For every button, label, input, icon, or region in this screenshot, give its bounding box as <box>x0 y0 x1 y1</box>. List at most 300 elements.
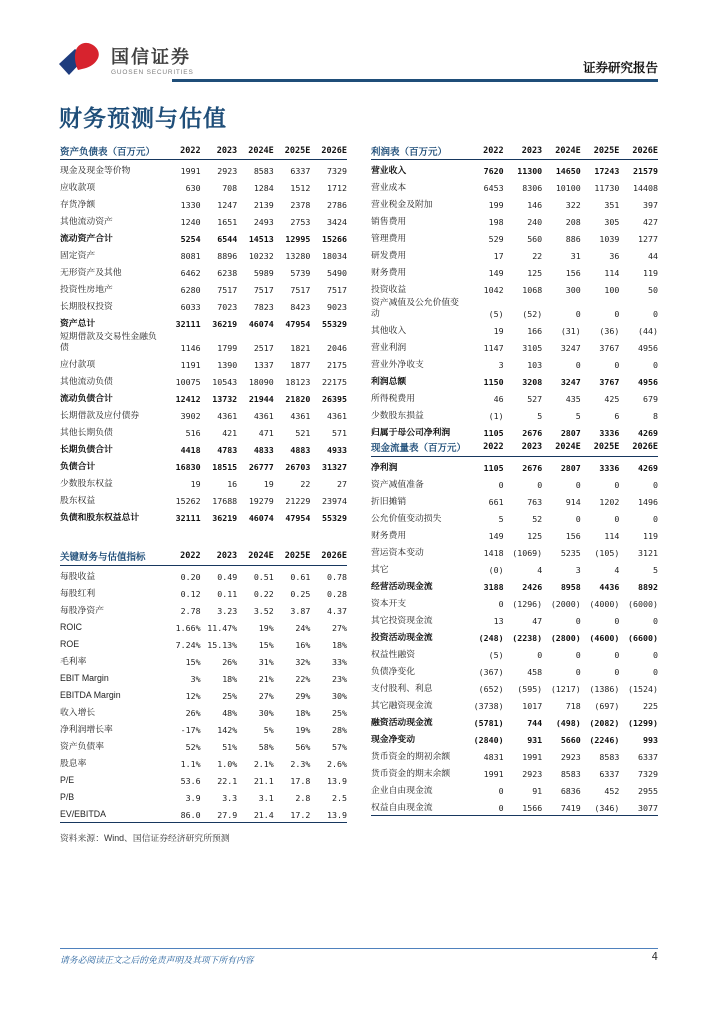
table-header-row <box>60 142 347 160</box>
row-value: 31% <box>258 656 274 667</box>
row-label: 权益自由现金流 <box>371 801 433 812</box>
row-value: 4.37 <box>327 605 347 616</box>
table-row <box>60 354 347 371</box>
row-value: (1386) <box>589 683 620 694</box>
row-value: 103 <box>527 359 543 370</box>
table-row <box>371 262 658 279</box>
row-value: (5781) <box>473 717 504 728</box>
row-label: 货币资金的期末余额 <box>371 767 451 778</box>
table-row <box>371 746 658 763</box>
row-label: 折旧摊销 <box>371 495 407 506</box>
row-value: 0 <box>614 649 620 660</box>
row-value: 36219 <box>212 512 238 523</box>
table-row <box>60 194 347 211</box>
row-value: 0.49 <box>217 571 238 582</box>
row-value: 21.1 <box>253 775 274 786</box>
row-value: 2493 <box>253 217 274 227</box>
year-column-header: 2026E <box>321 145 347 156</box>
row-value: 718 <box>565 700 581 711</box>
row-label: EV/EBITDA <box>60 808 106 819</box>
row-value: 11300 <box>517 166 543 176</box>
row-value: 0 <box>498 785 504 796</box>
row-value: (4000) <box>589 598 620 609</box>
row-value: 19 <box>263 478 274 489</box>
row-value: 425 <box>604 393 620 404</box>
row-value: 6462 <box>180 268 201 278</box>
row-value: 21579 <box>633 166 658 176</box>
table-row <box>371 729 658 746</box>
table-row <box>371 542 658 559</box>
year-column-header: 2025E <box>593 442 620 453</box>
row-value: 1418 <box>483 547 504 558</box>
year-column-header: 2025E <box>284 551 311 562</box>
row-value: 23974 <box>322 495 347 506</box>
row-value: 29% <box>295 690 311 701</box>
row-value: 32111 <box>175 512 201 523</box>
row-value: 397 <box>642 200 658 210</box>
row-value: 13 <box>493 615 504 626</box>
row-label: 长期借款及应付债券 <box>60 409 140 420</box>
row-value: 0 <box>498 598 504 609</box>
table-row <box>60 668 347 685</box>
row-value: 52% <box>185 741 201 752</box>
row-value: 0.20 <box>180 571 201 582</box>
row-value: 0 <box>614 615 620 626</box>
table-row <box>60 490 347 507</box>
row-value: 15% <box>185 656 201 667</box>
row-label: 管理费用 <box>371 233 407 244</box>
row-value: 993 <box>642 734 658 745</box>
row-value: 1712 <box>327 183 347 193</box>
table-title: 资产负债表（百万元） <box>60 146 156 158</box>
row-value: 12412 <box>175 393 201 404</box>
row-value: 16% <box>295 639 311 650</box>
row-value: 56% <box>295 741 311 752</box>
row-value: 32111 <box>175 319 201 329</box>
row-label: 资产负债率 <box>60 740 104 751</box>
row-value: 4831 <box>483 751 504 762</box>
row-value: 3.9 <box>185 792 201 803</box>
row-value: 6337 <box>638 751 658 762</box>
row-value: 100 <box>604 285 620 295</box>
row-value: 2.5 <box>331 792 347 803</box>
row-label: EBIT Margin <box>60 672 109 683</box>
row-value: 9023 <box>327 302 347 312</box>
row-label: 股息率 <box>60 757 87 768</box>
year-column-header: 2023 <box>521 442 543 453</box>
table-row <box>371 194 658 211</box>
row-value: 4783 <box>217 444 238 455</box>
row-value: 931 <box>527 734 543 745</box>
table-row <box>60 160 347 177</box>
row-value: 198 <box>488 217 504 227</box>
row-label: 其他长期负债 <box>60 426 113 437</box>
table-row <box>371 661 658 678</box>
row-value: 13.9 <box>327 775 347 786</box>
row-value: (367) <box>478 666 504 677</box>
row-value: 10543 <box>212 376 238 387</box>
row-value: (697) <box>594 700 620 711</box>
header-rule <box>172 79 658 82</box>
row-value: 30% <box>331 690 347 701</box>
row-value: 2753 <box>290 217 311 227</box>
row-value: 8892 <box>638 581 658 592</box>
row-value: 2.1% <box>253 758 274 769</box>
row-value: 4833 <box>253 444 274 455</box>
row-value: (44) <box>638 325 658 336</box>
row-value: 18123 <box>285 376 311 387</box>
year-column-header: 2022 <box>180 145 201 156</box>
table-row <box>60 405 347 422</box>
row-value: 13732 <box>212 393 238 404</box>
row-label: 营业成本 <box>371 182 407 193</box>
row-value: 7517 <box>290 285 311 295</box>
row-value: 4361 <box>290 410 311 421</box>
table-row <box>371 405 658 422</box>
row-value: 1991 <box>483 768 504 779</box>
row-value: 1147 <box>483 342 504 353</box>
row-value: 1.0% <box>217 758 238 769</box>
row-value: 22175 <box>322 376 347 387</box>
row-value: 7517 <box>327 285 347 295</box>
row-value: 300 <box>565 285 581 295</box>
table-row <box>371 320 658 337</box>
row-label: 财务费用 <box>371 529 407 540</box>
row-value: 18090 <box>248 376 274 387</box>
row-value: 6836 <box>560 785 581 796</box>
row-label: ROIC <box>60 621 82 632</box>
row-value: 305 <box>604 217 620 227</box>
row-value: 1240 <box>180 217 201 227</box>
year-column-header: 2022 <box>483 442 504 453</box>
row-value: 17.8 <box>290 775 311 786</box>
table-row <box>371 296 658 320</box>
row-label: 每股收益 <box>60 570 96 581</box>
row-value: 3077 <box>638 802 658 813</box>
row-value: 50 <box>647 285 658 295</box>
table-row <box>60 177 347 194</box>
row-value: 3424 <box>327 217 347 227</box>
row-value: 15.13% <box>207 639 238 650</box>
row-value: 1799 <box>217 342 238 353</box>
row-label: 净利润增长率 <box>60 723 113 734</box>
row-label: 股东权益 <box>60 494 96 505</box>
row-value: 146 <box>527 200 543 210</box>
row-value: 4883 <box>290 444 311 455</box>
row-label: 每股净资产 <box>60 604 104 615</box>
row-label: 其他流动资产 <box>60 216 113 227</box>
row-value: 31 <box>570 251 581 261</box>
row-value: 7329 <box>638 768 658 779</box>
row-value: 12% <box>185 690 201 701</box>
row-value: 30% <box>258 707 274 718</box>
row-value: 21820 <box>285 393 311 404</box>
row-value: 21% <box>258 673 274 684</box>
row-value: 17243 <box>594 166 620 176</box>
row-value: 5 <box>537 410 543 421</box>
year-column-header: 2024E <box>248 551 274 562</box>
year-column-header: 2023 <box>216 551 238 562</box>
row-value: 48% <box>222 707 238 718</box>
row-value: 2.6% <box>327 758 347 769</box>
year-column-header: 2025E <box>593 145 620 156</box>
row-value: (346) <box>594 802 620 813</box>
row-value: 0.25 <box>290 588 311 599</box>
row-value: 8306 <box>522 183 543 193</box>
row-value: 10232 <box>248 251 274 261</box>
row-value: 6280 <box>180 285 201 295</box>
table-row <box>60 262 347 279</box>
row-value: 44 <box>647 251 658 261</box>
row-value: 0 <box>575 479 581 490</box>
right-column <box>371 142 658 844</box>
row-value: 1390 <box>217 359 238 370</box>
row-value: 3.23 <box>217 605 238 616</box>
row-label: EBITDA Margin <box>60 689 121 700</box>
row-value: 2426 <box>522 581 543 592</box>
row-value: 1651 <box>217 217 238 227</box>
table-row <box>60 787 347 804</box>
row-label: 短期借款及交易性金融负债 <box>60 331 157 352</box>
row-value: 1496 <box>638 496 658 507</box>
row-value: 886 <box>565 234 581 244</box>
row-label: 利润总额 <box>371 375 407 386</box>
row-value: 15266 <box>322 234 347 244</box>
row-value: 7023 <box>217 302 238 312</box>
table-row <box>60 456 347 473</box>
row-value: 763 <box>527 496 543 507</box>
table-row <box>60 804 347 821</box>
row-value: 46 <box>493 393 504 404</box>
row-label: 少数股东权益 <box>60 477 113 488</box>
year-column-header: 2023 <box>216 145 238 156</box>
row-value: 1105 <box>483 462 504 473</box>
row-value: 2807 <box>560 427 581 438</box>
row-value: 3.1 <box>258 792 274 803</box>
table-row <box>371 337 658 354</box>
row-value: 3 <box>575 564 581 575</box>
row-value: 0.51 <box>253 571 274 582</box>
row-value: 3247 <box>560 376 581 387</box>
row-value: 1039 <box>599 234 620 244</box>
row-value: 21944 <box>248 393 274 404</box>
row-value: 2.78 <box>180 605 201 616</box>
row-value: 18515 <box>212 461 238 472</box>
row-value: 17 <box>493 251 504 261</box>
row-value: (5) <box>488 649 504 660</box>
row-label: ROE <box>60 638 80 649</box>
row-value: 1284 <box>253 183 274 193</box>
row-value: 0 <box>498 479 504 490</box>
year-column-header: 2024E <box>555 145 581 156</box>
row-value: 529 <box>488 234 504 244</box>
row-value: 4 <box>537 564 543 575</box>
row-value: 156 <box>565 530 581 541</box>
row-value: 8583 <box>599 751 620 762</box>
row-value: 2676 <box>522 462 543 473</box>
row-value: 10075 <box>175 376 201 387</box>
row-value: 8 <box>652 410 658 421</box>
table-row <box>371 525 658 542</box>
row-value: 6453 <box>483 183 504 193</box>
brand-name-cn: 国信证券 <box>111 46 191 67</box>
row-value: 0.22 <box>253 588 274 599</box>
row-value: 10100 <box>555 183 581 193</box>
row-value: 4361 <box>217 410 238 421</box>
row-value: (498) <box>555 717 581 728</box>
row-label: 归属于母公司净利润 <box>371 426 451 437</box>
row-value: 5 <box>498 513 504 524</box>
row-label: 长期负债合计 <box>60 443 113 454</box>
table-row <box>60 600 347 617</box>
table-row <box>371 354 658 371</box>
row-value: 3208 <box>522 376 543 387</box>
row-value: 16 <box>227 478 238 489</box>
row-value: (1217) <box>550 683 581 694</box>
table-row <box>60 245 347 262</box>
table-row <box>60 719 347 736</box>
row-value: 28% <box>331 724 347 735</box>
row-label: 现金净变动 <box>371 733 415 744</box>
row-value: (6600) <box>628 632 658 643</box>
row-value: (2840) <box>473 734 504 745</box>
row-label: 净利润 <box>371 461 398 472</box>
row-value: 0 <box>652 308 658 319</box>
row-value: 52 <box>532 513 543 524</box>
row-value: 0 <box>498 802 504 813</box>
row-label: 固定资产 <box>60 250 96 261</box>
table-row <box>60 617 347 634</box>
row-value: (4600) <box>589 632 620 643</box>
row-value: 1042 <box>483 285 504 295</box>
row-value: (2800) <box>550 632 581 643</box>
row-label: 营业税金及附加 <box>371 199 433 210</box>
table-row <box>371 474 658 491</box>
row-value: 744 <box>527 717 543 728</box>
row-value: 27 <box>336 478 347 489</box>
row-value: 21.4 <box>253 809 274 820</box>
table-row <box>371 228 658 245</box>
table-row <box>371 712 658 729</box>
row-value: 708 <box>222 183 238 193</box>
row-value: 23% <box>331 673 347 684</box>
row-label: 资本开支 <box>371 597 407 608</box>
footer-rule <box>60 948 658 949</box>
row-value: 36 <box>609 251 620 261</box>
row-value: 18% <box>331 639 347 650</box>
row-value: 26777 <box>248 461 274 472</box>
row-value: 0 <box>575 308 581 319</box>
row-value: 1337 <box>253 359 274 370</box>
table-row <box>371 457 658 474</box>
row-value: 208 <box>565 217 581 227</box>
row-value: 3902 <box>180 410 201 421</box>
row-value: 914 <box>565 496 581 507</box>
row-value: 1146 <box>180 342 201 353</box>
row-value: 6544 <box>217 234 238 244</box>
row-value: 22.1 <box>217 775 238 786</box>
row-value: 351 <box>604 200 620 210</box>
row-value: 0 <box>614 666 620 677</box>
row-value: 114 <box>604 530 620 541</box>
row-value: 471 <box>258 427 274 438</box>
row-value: (652) <box>478 683 504 694</box>
table-row <box>60 685 347 702</box>
table-title: 利润表（百万元） <box>371 146 448 158</box>
row-value: 19 <box>493 325 504 336</box>
row-value: 1877 <box>290 359 311 370</box>
row-value: 1191 <box>180 359 201 370</box>
table-row <box>60 371 347 388</box>
row-value: 7517 <box>217 285 238 295</box>
row-value: 5989 <box>253 268 274 278</box>
balance-sheet-table <box>60 142 347 524</box>
row-value: (2082) <box>589 717 620 728</box>
table-row <box>371 763 658 780</box>
row-value: 6238 <box>217 268 238 278</box>
row-label: 长期股权投资 <box>60 301 113 312</box>
row-value: 31327 <box>322 461 347 472</box>
row-value: 47954 <box>285 512 311 523</box>
table-row <box>371 559 658 576</box>
row-value: 5739 <box>290 268 311 278</box>
table-row <box>371 627 658 644</box>
row-value: 26% <box>222 656 238 667</box>
table-row <box>60 473 347 490</box>
row-value: 7.24% <box>175 639 201 650</box>
source-note: 资料来源：Wind、国信证券经济研究所预测 <box>60 832 230 843</box>
row-value: 21229 <box>285 495 311 506</box>
row-value: 4436 <box>599 581 620 592</box>
row-value: (5) <box>488 308 504 319</box>
row-value: 527 <box>527 393 543 404</box>
row-label: 营运资本变动 <box>371 546 424 557</box>
row-label: 其它 <box>371 563 389 574</box>
table-row <box>371 678 658 695</box>
row-value: 2676 <box>522 427 543 438</box>
row-value: 0 <box>575 666 581 677</box>
table-row <box>371 491 658 508</box>
table-row <box>371 797 658 814</box>
table-row <box>371 576 658 593</box>
table-row <box>60 634 347 651</box>
table-row <box>371 177 658 194</box>
table-row <box>60 388 347 405</box>
row-value: 0.61 <box>290 571 311 582</box>
row-value: 427 <box>642 217 658 227</box>
row-value: 3.87 <box>290 605 311 616</box>
row-value: 0 <box>652 666 658 677</box>
row-value: 679 <box>642 393 658 404</box>
row-value: 22 <box>300 478 311 489</box>
row-value: 26% <box>185 707 201 718</box>
row-value: 6033 <box>180 302 201 312</box>
row-value: 22 <box>532 251 543 261</box>
row-value: 4956 <box>638 376 658 387</box>
row-value: 0 <box>652 649 658 660</box>
row-value: 27% <box>258 690 274 701</box>
row-value: 86.0 <box>180 809 201 820</box>
row-value: 1068 <box>522 285 543 295</box>
row-value: 2923 <box>560 751 581 762</box>
row-value: 3.52 <box>253 605 274 616</box>
row-value: 125 <box>527 530 543 541</box>
row-label: 毛利率 <box>60 655 87 666</box>
row-value: 521 <box>295 427 311 438</box>
row-value: 4269 <box>638 427 658 438</box>
row-value: 3 <box>498 359 504 370</box>
row-value: 5 <box>652 564 658 575</box>
